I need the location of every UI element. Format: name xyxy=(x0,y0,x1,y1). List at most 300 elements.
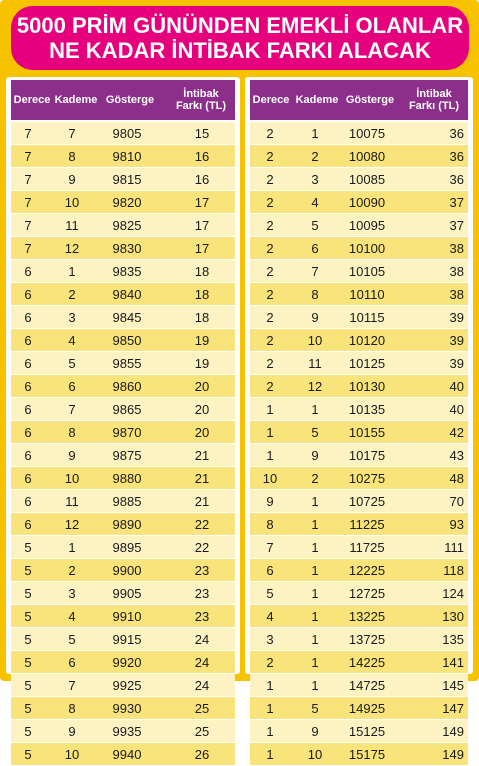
cell-gosterge: 10085 xyxy=(348,172,386,187)
cell-kademe: 1 xyxy=(68,264,76,279)
cell-intibak: 145 xyxy=(442,678,464,693)
table-row xyxy=(11,352,235,375)
cell-kademe: 1 xyxy=(311,540,319,555)
cell-intibak: 21 xyxy=(194,448,210,463)
cell-gosterge: 14225 xyxy=(348,655,386,670)
cell-derece: 5 xyxy=(24,632,32,647)
cell-intibak: 17 xyxy=(194,241,210,256)
cell-kademe: 9 xyxy=(68,172,76,187)
cell-derece: 5 xyxy=(266,586,274,601)
table-row xyxy=(11,559,235,582)
cell-derece: 1 xyxy=(266,701,274,716)
cell-intibak: 40 xyxy=(449,379,464,394)
cell-gosterge: 12725 xyxy=(348,586,386,601)
cell-derece: 6 xyxy=(24,494,32,509)
cell-gosterge: 9895 xyxy=(112,540,142,555)
cell-intibak: 25 xyxy=(194,724,210,739)
table-row xyxy=(250,283,468,306)
table-row xyxy=(11,260,235,283)
right-table-header xyxy=(250,80,468,120)
cell-gosterge: 9840 xyxy=(112,287,142,302)
cell-kademe: 2 xyxy=(68,563,76,578)
cell-gosterge: 10130 xyxy=(348,379,386,394)
cell-intibak: 118 xyxy=(443,563,464,578)
cell-gosterge: 9900 xyxy=(112,563,142,578)
table-row xyxy=(11,582,235,605)
cell-gosterge: 9935 xyxy=(112,724,142,739)
cell-derece: 6 xyxy=(24,356,32,371)
cell-gosterge: 10100 xyxy=(348,241,386,256)
cell-gosterge: 9855 xyxy=(112,356,142,371)
cell-derece: 4 xyxy=(266,609,274,624)
cell-kademe: 4 xyxy=(68,333,76,348)
right-table-panel xyxy=(245,77,473,762)
cell-kademe: 10 xyxy=(64,471,80,486)
table-row xyxy=(250,697,468,720)
cell-kademe: 1 xyxy=(68,540,76,555)
cell-derece: 7 xyxy=(266,540,274,555)
cell-kademe: 1 xyxy=(311,517,319,532)
table-row xyxy=(250,145,468,168)
cell-gosterge: 15125 xyxy=(348,724,386,739)
table-row xyxy=(11,743,235,766)
cell-derece: 6 xyxy=(24,517,32,532)
cell-derece: 6 xyxy=(24,471,32,486)
cell-gosterge: 9890 xyxy=(112,517,142,532)
cell-gosterge: 10275 xyxy=(348,471,386,486)
header-derece: Derece xyxy=(13,94,51,106)
cell-derece: 9 xyxy=(266,494,274,509)
cell-kademe: 2 xyxy=(311,471,319,486)
cell-kademe: 10 xyxy=(307,747,323,762)
cell-intibak: 24 xyxy=(194,632,210,647)
cell-intibak: 39 xyxy=(449,310,464,325)
cell-derece: 1 xyxy=(266,402,274,417)
table-row xyxy=(250,605,468,628)
cell-intibak: 23 xyxy=(194,563,210,578)
cell-gosterge: 10090 xyxy=(348,195,386,210)
cell-gosterge: 9880 xyxy=(112,471,142,486)
cell-derece: 2 xyxy=(266,195,274,210)
table-row xyxy=(250,720,468,743)
table-row xyxy=(250,444,468,467)
table-row xyxy=(11,306,235,329)
cell-intibak: 19 xyxy=(194,333,210,348)
header-intibak xyxy=(400,80,468,120)
cell-intibak: 124 xyxy=(442,586,464,601)
table-row xyxy=(250,674,468,697)
table-row xyxy=(11,122,235,145)
table-row xyxy=(250,398,468,421)
cell-derece: 5 xyxy=(24,724,32,739)
title-line-2: NE KADAR İNTİBAK FARKI ALACAK xyxy=(49,38,431,63)
cell-derece: 6 xyxy=(24,402,32,417)
table-row xyxy=(11,168,235,191)
cell-kademe: 2 xyxy=(68,287,76,302)
cell-derece: 10 xyxy=(262,471,278,486)
table-row xyxy=(11,191,235,214)
cell-derece: 1 xyxy=(266,448,274,463)
table-row xyxy=(250,306,468,329)
cell-derece: 2 xyxy=(266,149,274,164)
cell-intibak: 20 xyxy=(194,379,210,394)
cell-gosterge: 10120 xyxy=(348,333,386,348)
cell-kademe: 10 xyxy=(64,747,80,762)
cell-kademe: 9 xyxy=(311,724,319,739)
cell-derece: 5 xyxy=(24,678,32,693)
cell-derece: 8 xyxy=(266,517,274,532)
header-derece: Derece xyxy=(252,94,290,106)
cell-gosterge: 9885 xyxy=(112,494,142,509)
cell-derece: 5 xyxy=(24,747,32,762)
cell-derece: 2 xyxy=(266,310,274,325)
table-row xyxy=(250,352,468,375)
cell-intibak: 36 xyxy=(449,172,464,187)
cell-intibak: 16 xyxy=(194,149,210,164)
cell-kademe: 8 xyxy=(68,425,76,440)
cell-kademe: 5 xyxy=(311,218,319,233)
cell-gosterge: 15175 xyxy=(348,747,386,762)
cell-kademe: 11 xyxy=(65,494,79,509)
cell-intibak: 39 xyxy=(449,356,464,371)
cell-intibak: 149 xyxy=(442,724,464,739)
cell-derece: 6 xyxy=(24,287,32,302)
cell-gosterge: 10080 xyxy=(348,149,386,164)
cell-intibak: 17 xyxy=(194,218,210,233)
cell-kademe: 1 xyxy=(311,678,319,693)
table-row xyxy=(250,191,468,214)
cell-kademe: 3 xyxy=(68,586,76,601)
header-intibak-line2: Farkı (TL) xyxy=(408,100,460,112)
cell-intibak: 22 xyxy=(194,540,210,555)
header-intibak xyxy=(171,80,231,120)
table-row xyxy=(11,145,235,168)
cell-kademe: 7 xyxy=(68,678,76,693)
cell-intibak: 22 xyxy=(194,517,210,532)
cell-intibak: 42 xyxy=(449,425,464,440)
cell-intibak: 141 xyxy=(442,655,464,670)
table-row xyxy=(250,582,468,605)
header-gosterge: Gösterge xyxy=(105,94,155,106)
cell-intibak: 26 xyxy=(194,747,210,762)
cell-gosterge: 11225 xyxy=(349,517,385,532)
cell-gosterge: 9940 xyxy=(112,747,142,762)
cell-gosterge: 9805 xyxy=(112,126,142,141)
cell-intibak: 21 xyxy=(194,471,210,486)
cell-kademe: 9 xyxy=(68,448,76,463)
table-row xyxy=(11,444,235,467)
cell-gosterge: 9910 xyxy=(112,609,142,624)
cell-gosterge: 13725 xyxy=(348,632,386,647)
cell-kademe: 1 xyxy=(311,563,319,578)
cell-derece: 2 xyxy=(266,172,274,187)
cell-kademe: 12 xyxy=(307,379,323,394)
cell-intibak: 48 xyxy=(449,471,464,486)
table-row xyxy=(250,421,468,444)
cell-kademe: 6 xyxy=(68,655,76,670)
cell-derece: 1 xyxy=(266,678,274,693)
cell-intibak: 38 xyxy=(449,241,464,256)
cell-derece: 6 xyxy=(266,563,274,578)
cell-kademe: 1 xyxy=(311,402,319,417)
cell-gosterge: 10155 xyxy=(348,425,386,440)
table-row xyxy=(250,375,468,398)
cell-gosterge: 10135 xyxy=(348,402,386,417)
cell-derece: 5 xyxy=(24,701,32,716)
cell-derece: 5 xyxy=(24,609,32,624)
cell-derece: 7 xyxy=(24,172,32,187)
cell-derece: 2 xyxy=(266,356,274,371)
cell-kademe: 7 xyxy=(68,126,76,141)
table-row xyxy=(250,651,468,674)
cell-gosterge: 14725 xyxy=(348,678,386,693)
cell-intibak: 18 xyxy=(194,287,210,302)
cell-intibak: 135 xyxy=(442,632,464,647)
cell-kademe: 6 xyxy=(311,241,319,256)
cell-intibak: 16 xyxy=(194,172,210,187)
cell-kademe: 10 xyxy=(307,333,323,348)
cell-intibak: 23 xyxy=(194,609,210,624)
cell-gosterge: 9860 xyxy=(112,379,142,394)
cell-derece: 2 xyxy=(266,241,274,256)
cell-gosterge: 9870 xyxy=(112,425,142,440)
cell-kademe: 5 xyxy=(68,632,76,647)
cell-derece: 3 xyxy=(266,632,274,647)
left-table-panel xyxy=(6,77,240,762)
table-row xyxy=(11,605,235,628)
table-row xyxy=(11,536,235,559)
cell-gosterge: 9835 xyxy=(112,264,142,279)
cell-intibak: 36 xyxy=(449,149,464,164)
left-table-header xyxy=(11,80,235,120)
cell-gosterge: 9825 xyxy=(112,218,142,233)
cell-intibak: 38 xyxy=(449,264,464,279)
cell-derece: 6 xyxy=(24,379,32,394)
cell-gosterge: 10125 xyxy=(348,356,386,371)
cell-kademe: 9 xyxy=(311,310,319,325)
cell-kademe: 10 xyxy=(64,195,80,210)
cell-kademe: 8 xyxy=(68,149,76,164)
table-row xyxy=(250,743,468,766)
cell-kademe: 3 xyxy=(68,310,76,325)
cell-derece: 7 xyxy=(24,149,32,164)
table-row xyxy=(11,651,235,674)
table-row xyxy=(250,122,468,145)
cell-derece: 7 xyxy=(24,126,32,141)
cell-intibak: 38 xyxy=(449,287,464,302)
header-kademe: Kademe xyxy=(295,94,339,106)
cell-kademe: 4 xyxy=(68,609,76,624)
cell-derece: 1 xyxy=(266,425,274,440)
cell-kademe: 11 xyxy=(65,218,79,233)
cell-derece: 6 xyxy=(24,310,32,325)
cell-gosterge: 9820 xyxy=(112,195,142,210)
table-row xyxy=(11,329,235,352)
table-row xyxy=(11,513,235,536)
left-table xyxy=(6,77,240,762)
table-row xyxy=(250,329,468,352)
cell-gosterge: 10115 xyxy=(349,310,385,325)
header-intibak-line1: İntibak xyxy=(183,88,219,100)
cell-intibak: 36 xyxy=(449,126,464,141)
title-banner xyxy=(11,6,469,70)
cell-derece: 2 xyxy=(266,218,274,233)
cell-kademe: 2 xyxy=(311,149,319,164)
table-row xyxy=(250,628,468,651)
cell-derece: 7 xyxy=(24,195,32,210)
cell-gosterge: 9920 xyxy=(112,655,142,670)
cell-derece: 7 xyxy=(24,241,32,256)
table-row xyxy=(250,467,468,490)
cell-kademe: 1 xyxy=(311,586,319,601)
cell-kademe: 5 xyxy=(311,425,319,440)
cell-intibak: 20 xyxy=(194,425,210,440)
cell-gosterge: 9850 xyxy=(112,333,142,348)
cell-kademe: 9 xyxy=(311,448,319,463)
title-line-1: 5000 PRİM GÜNÜNDEN EMEKLİ OLANLAR xyxy=(16,13,464,38)
cell-kademe: 1 xyxy=(311,494,319,509)
cell-intibak: 39 xyxy=(449,333,464,348)
table-row xyxy=(250,237,468,260)
cell-kademe: 8 xyxy=(311,287,319,302)
cell-gosterge: 9875 xyxy=(112,448,142,463)
cell-gosterge: 10175 xyxy=(348,448,386,463)
cell-gosterge: 9815 xyxy=(112,172,142,187)
header-gosterge: Gösterge xyxy=(345,94,395,106)
cell-intibak: 147 xyxy=(442,701,464,716)
cell-kademe: 7 xyxy=(68,402,76,417)
cell-intibak: 93 xyxy=(449,517,464,532)
table-row xyxy=(250,513,468,536)
table-row xyxy=(11,467,235,490)
cell-kademe: 1 xyxy=(311,655,319,670)
left-table-body xyxy=(11,122,235,766)
cell-intibak: 25 xyxy=(194,701,210,716)
table-row xyxy=(11,720,235,743)
cell-derece: 2 xyxy=(266,264,274,279)
cell-derece: 5 xyxy=(24,563,32,578)
cell-intibak: 19 xyxy=(194,356,210,371)
cell-intibak: 43 xyxy=(449,448,464,463)
cell-kademe: 4 xyxy=(311,195,319,210)
cell-intibak: 15 xyxy=(194,126,210,141)
table-row xyxy=(11,283,235,306)
table-row xyxy=(11,628,235,651)
cell-derece: 5 xyxy=(24,586,32,601)
cell-gosterge: 10110 xyxy=(349,287,385,302)
right-table xyxy=(245,77,473,762)
cell-kademe: 11 xyxy=(308,356,322,371)
cell-gosterge: 10725 xyxy=(348,494,386,509)
cell-kademe: 8 xyxy=(68,701,76,716)
cell-gosterge: 9930 xyxy=(112,701,142,716)
cell-kademe: 1 xyxy=(311,126,319,141)
cell-gosterge: 10095 xyxy=(348,218,386,233)
cell-gosterge: 13225 xyxy=(348,609,386,624)
cell-kademe: 5 xyxy=(311,701,319,716)
table-row xyxy=(250,260,468,283)
cell-derece: 1 xyxy=(266,747,274,762)
table-row xyxy=(11,237,235,260)
cell-kademe: 1 xyxy=(311,632,319,647)
table-row xyxy=(250,536,468,559)
cell-kademe: 6 xyxy=(68,379,76,394)
right-table-body xyxy=(250,122,468,766)
cell-intibak: 37 xyxy=(449,195,464,210)
cell-kademe: 9 xyxy=(68,724,76,739)
cell-gosterge: 9810 xyxy=(112,149,142,164)
cell-gosterge: 14925 xyxy=(348,701,386,716)
cell-intibak: 40 xyxy=(449,402,464,417)
cell-gosterge: 12225 xyxy=(348,563,386,578)
table-row xyxy=(11,674,235,697)
cell-intibak: 37 xyxy=(449,218,464,233)
table-row xyxy=(11,398,235,421)
cell-kademe: 1 xyxy=(311,609,319,624)
cell-gosterge: 9925 xyxy=(112,678,142,693)
header-intibak-line1: İntibak xyxy=(416,88,452,100)
cell-derece: 5 xyxy=(24,540,32,555)
cell-derece: 6 xyxy=(24,425,32,440)
cell-kademe: 12 xyxy=(64,517,80,532)
cell-intibak: 23 xyxy=(194,586,210,601)
cell-kademe: 5 xyxy=(68,356,76,371)
cell-derece: 2 xyxy=(266,379,274,394)
table-row xyxy=(250,168,468,191)
table-row xyxy=(250,214,468,237)
table-row xyxy=(11,490,235,513)
cell-derece: 7 xyxy=(24,218,32,233)
cell-gosterge: 10105 xyxy=(348,264,386,279)
cell-intibak: 20 xyxy=(194,402,210,417)
cell-gosterge: 9865 xyxy=(112,402,142,417)
cell-derece: 2 xyxy=(266,126,274,141)
cell-derece: 2 xyxy=(266,287,274,302)
table-row xyxy=(250,559,468,582)
cell-intibak: 18 xyxy=(194,264,210,279)
cell-gosterge: 9845 xyxy=(112,310,142,325)
cell-kademe: 3 xyxy=(311,172,319,187)
table-row xyxy=(11,697,235,720)
cell-gosterge: 11725 xyxy=(349,540,385,555)
header-intibak-line2: Farkı (TL) xyxy=(175,100,227,112)
cell-intibak: 111 xyxy=(444,540,464,555)
cell-intibak: 149 xyxy=(442,747,464,762)
cell-derece: 5 xyxy=(24,655,32,670)
table-row xyxy=(11,375,235,398)
cell-kademe: 12 xyxy=(64,241,80,256)
cell-intibak: 70 xyxy=(449,494,464,509)
cell-kademe: 7 xyxy=(311,264,319,279)
header-kademe: Kademe xyxy=(54,94,98,106)
table-row xyxy=(11,214,235,237)
cell-derece: 6 xyxy=(24,264,32,279)
cell-derece: 2 xyxy=(266,333,274,348)
table-row xyxy=(11,421,235,444)
cell-intibak: 17 xyxy=(194,195,210,210)
cell-gosterge: 9830 xyxy=(112,241,142,256)
cell-gosterge: 9905 xyxy=(112,586,142,601)
cell-gosterge: 10075 xyxy=(348,126,386,141)
table-row xyxy=(250,490,468,513)
cell-intibak: 21 xyxy=(194,494,210,509)
cell-intibak: 130 xyxy=(442,609,464,624)
cell-derece: 6 xyxy=(24,448,32,463)
cell-derece: 6 xyxy=(24,333,32,348)
cell-derece: 2 xyxy=(266,655,274,670)
cell-intibak: 24 xyxy=(194,678,210,693)
cell-derece: 1 xyxy=(266,724,274,739)
